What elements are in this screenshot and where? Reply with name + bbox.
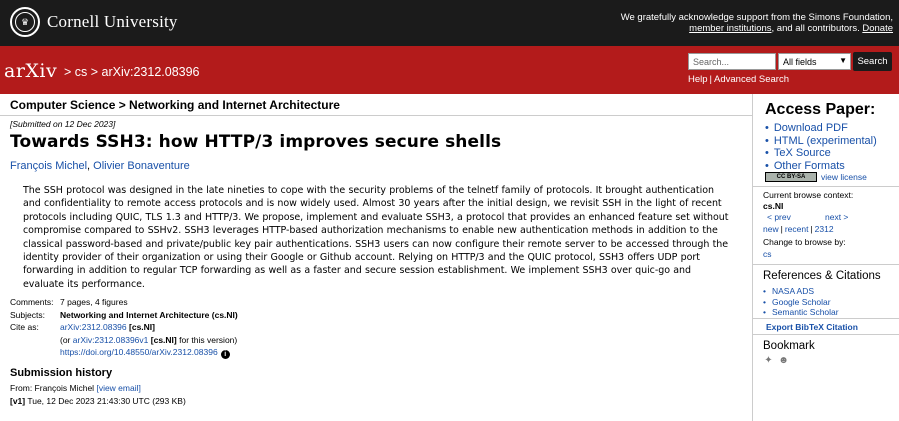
sep: | xyxy=(780,224,783,234)
license xyxy=(765,172,867,182)
submission-from xyxy=(10,383,141,393)
cornell-name: Cornell University xyxy=(47,12,178,31)
submitted-date: [Submitted on 12 Dec 2023] xyxy=(10,119,116,129)
references-heading: References & Citations xyxy=(763,270,881,282)
bookmark-heading: Bookmark xyxy=(763,340,815,352)
arxiv-header xyxy=(0,46,899,94)
version-category: [cs.NI] xyxy=(150,334,177,345)
doi-link[interactable]: https://doi.org/10.48550/arXiv.2312.08396 xyxy=(60,347,218,357)
download-pdf-link[interactable]: • Download PDF xyxy=(765,122,877,135)
subjects-value: Networking and Internet Architecture (cs.NI) xyxy=(60,309,238,320)
acknowledgement xyxy=(621,12,893,34)
semantic-scholar-link[interactable]: • Semantic Scholar xyxy=(763,307,839,318)
arxiv-logo[interactable]: arXiv xyxy=(4,60,58,82)
sidebar xyxy=(752,94,899,421)
divider xyxy=(753,318,899,319)
version-link[interactable]: arXiv:2312.08396v1 xyxy=(72,334,149,345)
nasa-ads-link[interactable]: • NASA ADS xyxy=(763,286,839,297)
or-prefix: (or xyxy=(60,334,71,345)
browse-links xyxy=(763,224,834,234)
references-links xyxy=(763,286,839,318)
cite-category: [cs.NI] xyxy=(129,322,155,332)
browse-context xyxy=(763,190,853,212)
prev-link[interactable]: < prev xyxy=(767,212,791,222)
help-link[interactable]: Help xyxy=(688,74,708,85)
v1-text: Tue, 12 Dec 2023 21:43:30 UTC (293 KB) xyxy=(27,396,186,406)
view-email-link[interactable]: [view email] xyxy=(96,383,141,393)
divider xyxy=(0,115,752,116)
metadata-table xyxy=(10,296,238,359)
search-input[interactable]: Search... xyxy=(688,53,776,70)
cite-id-link[interactable]: arXiv:2312.08396 xyxy=(60,322,127,332)
breadcrumb[interactable]: > cs > arXiv:2312.08396 xyxy=(64,65,200,79)
cc-license-icon[interactable]: CC BY-SA xyxy=(765,172,817,182)
month-link[interactable]: 2312 xyxy=(814,224,834,234)
reddit-icon[interactable]: ☻ xyxy=(778,355,789,366)
search-field-value: All fields xyxy=(783,57,817,67)
ack-line1: We gratefully acknowledge support from the Simons Foundation, xyxy=(620,12,893,23)
view-license-link[interactable]: view license xyxy=(821,172,867,182)
author-link[interactable]: Olivier Bonaventure xyxy=(93,160,190,172)
sep: | xyxy=(810,224,813,234)
next-link[interactable]: next > xyxy=(825,212,849,222)
author-sep: , xyxy=(87,160,94,172)
access-links xyxy=(765,122,877,172)
bookmark-icons xyxy=(763,355,789,366)
main-content xyxy=(0,94,752,421)
comments-value: 7 pages, 4 figures xyxy=(60,297,128,307)
member-institutions-link[interactable]: member institutions xyxy=(689,23,772,34)
help-sep: | xyxy=(709,74,713,85)
advanced-search-link[interactable]: Advanced Search xyxy=(714,74,790,85)
abstract: The SSH protocol was designed in the late nineties to cope with the security problems of the telnetf family of protocols. It brought authentication and confidentiality to remote access protocols and is now widely used. Almost 30 years after the initial design, we revisit SSH in the light of recent protocols including QUIC, TLS 1.3 and HTTP/3. We propose, implement and evaluate SSH3, a protocol that provides an enhanced feature set without compromise compared to SSHv2. SSH3 leverages HTTP-based authorization mechanisms to enable new authentication methods in addition to the classical password-based and private/public key pair authentications. SSH3 users can now configure their remote server to be accessed through the identity provider of their organization or using their Google or Github account. Relying on HTTP/3 and the QUIC protocol, SSH3 offers UDP port forwarding in addition to regular TCP forwarding as well as a faster and secure session establishment. We implement SSH3 over quic-go and evaluate its performance. xyxy=(23,185,729,290)
info-icon[interactable]: i xyxy=(221,350,230,359)
search-field-select[interactable] xyxy=(778,53,851,70)
help-links xyxy=(688,74,789,85)
divider xyxy=(753,186,899,187)
divider xyxy=(753,264,899,265)
browse-cs-link[interactable]: cs xyxy=(763,249,772,259)
divider xyxy=(753,334,899,335)
donate-link[interactable]: Donate xyxy=(862,23,893,34)
cite-label: Cite as: xyxy=(10,322,39,332)
browse-context-value: cs.NI xyxy=(763,201,784,211)
ack-mid: , and all contributors. xyxy=(771,23,860,34)
version-suffix: for this version) xyxy=(179,334,238,345)
author-link[interactable]: François Michel xyxy=(10,160,88,172)
search-button[interactable]: Search xyxy=(853,52,892,71)
paper-title: Towards SSH3: how HTTP/3 improves secure shells xyxy=(10,132,502,152)
recent-link[interactable]: recent xyxy=(784,224,809,234)
google-scholar-link[interactable]: • Google Scholar xyxy=(763,297,839,308)
other-formats-link[interactable]: • Other Formats xyxy=(765,160,877,173)
change-browse-label: Change to browse by: xyxy=(763,237,846,247)
top-bar xyxy=(0,0,899,46)
cornell-seal-icon: ♛ xyxy=(10,7,40,37)
new-link[interactable]: new xyxy=(763,224,779,234)
tex-source-link[interactable]: • TeX Source xyxy=(765,147,877,160)
cornell-logo[interactable] xyxy=(10,7,178,37)
version-history-row xyxy=(10,396,186,406)
bibsonomy-icon[interactable]: ✦ xyxy=(764,355,773,366)
v1-label: [v1] xyxy=(10,396,26,406)
submission-history-heading: Submission history xyxy=(10,367,113,379)
export-bibtex-link[interactable]: Export BibTeX Citation xyxy=(766,322,858,332)
chevron-down-icon: ▼ xyxy=(839,56,847,65)
subjects-label: Subjects: xyxy=(10,309,45,320)
authors xyxy=(10,160,190,172)
access-paper-heading: Access Paper: xyxy=(765,101,876,118)
comments-label: Comments: xyxy=(10,297,54,307)
from-text: From: François Michel xyxy=(10,383,95,393)
browse-context-label: Current browse context: xyxy=(763,190,854,200)
html-link[interactable]: • HTML (experimental) xyxy=(765,135,877,148)
subject-heading: Computer Science > Networking and Internet Architecture xyxy=(10,98,340,112)
